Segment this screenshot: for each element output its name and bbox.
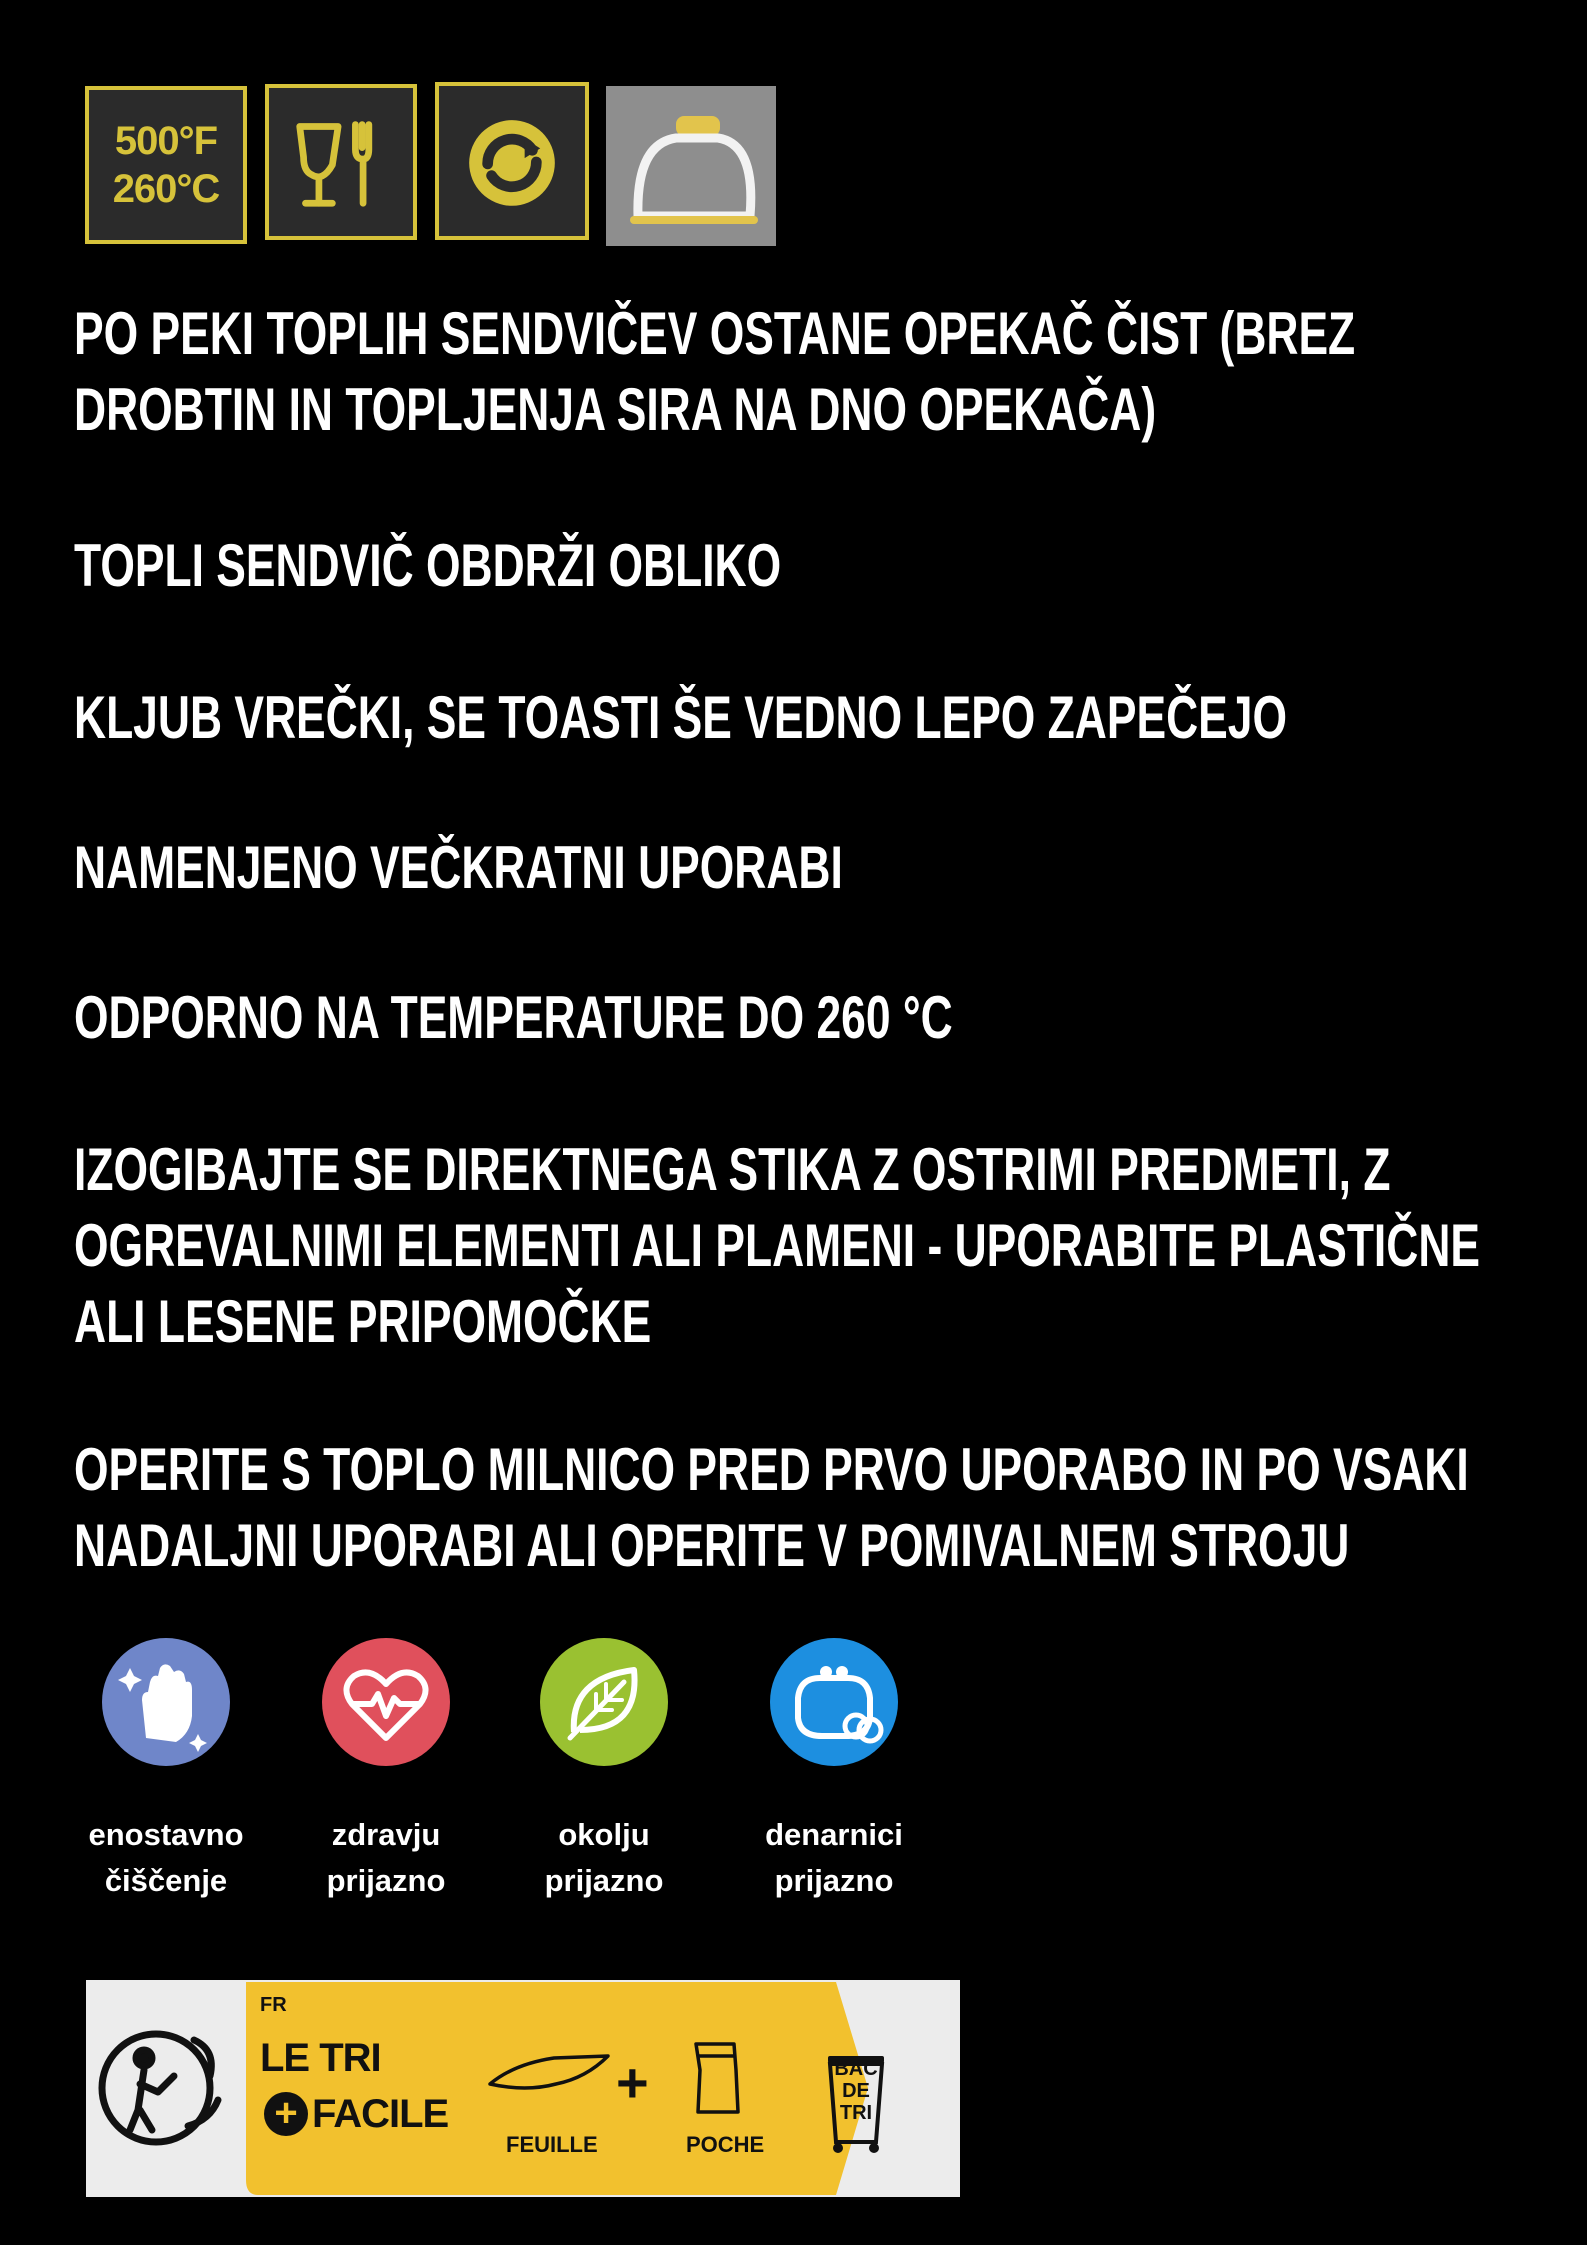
country-code: FR — [260, 1994, 287, 2016]
leaf-icon — [540, 1638, 668, 1766]
list-item: PO PEKI TOPLIH SENDVIČEV OSTANE OPEKAČ ČIST (BREZ DROBTIN IN TOPLJENJA SIRA NA DNO OPEKAČA) — [74, 300, 1356, 443]
list-item: NAMENJENO VEČKRATNI UPORABI — [74, 834, 843, 901]
wallet-icon — [770, 1638, 898, 1766]
temp-fahrenheit: 500°F — [114, 119, 218, 163]
item-feuille-label: FEUILLE — [506, 2132, 598, 2157]
temperature-badge — [85, 86, 247, 244]
recycling-banner — [86, 1980, 960, 2197]
items-plus: + — [616, 2051, 649, 2114]
feature-wallet-friendly — [714, 1638, 954, 1918]
feature-health-friendly — [266, 1638, 506, 1918]
clean-hand-icon — [102, 1638, 230, 1766]
list-item: OPERITE S TOPLO MILNICO PRED PRVO UPORABO IN PO VSAKI NADALJNI UPORABI ALI OPERITE V POMIVALNEM STROJU — [74, 1436, 1469, 1579]
bin-line1: BAC — [834, 2058, 878, 2080]
feature-label-line2: prijazno — [544, 1863, 664, 1898]
heart-icon — [322, 1638, 450, 1766]
triman-line2: FACILE — [312, 2092, 449, 2136]
list-item: ODPORNO NA TEMPERATURE DO 260 °C — [74, 984, 953, 1051]
feature-label-line1: enostavno — [88, 1817, 244, 1852]
temp-celsius: 260°C — [112, 167, 220, 211]
recycle-bin-label — [828, 2058, 884, 2124]
feature-label-line2: prijazno — [326, 1863, 446, 1898]
bin-line2: DE — [842, 2080, 870, 2102]
item-poche-label: POCHE — [686, 2132, 765, 2157]
bin-line3: TRI — [839, 2102, 873, 2124]
feature-eco-friendly — [484, 1638, 724, 1918]
feature-easy-cleaning — [46, 1638, 286, 1918]
symbol-badges — [85, 78, 785, 248]
feature-label-line1: zdravju — [331, 1817, 441, 1852]
list-item: IZOGIBAJTE SE DIREKTNEGA STIKA Z OSTRIMI PREDMETI, Z OGREVALNIMI ELEMENTI ALI PLAMENI - UPORABITE PLASTIČNE ALI LESENE PRIPOMOČKE — [74, 1136, 1481, 1355]
feature-label-line2: čiščenje — [104, 1863, 228, 1898]
triman-line1: LE TRI — [260, 2036, 381, 2080]
triman-plus: + — [264, 2092, 308, 2136]
list-item: TOPLI SENDVIČ OBDRŽI OBLIKO — [74, 532, 782, 599]
feature-label-line1: okolju — [558, 1817, 650, 1852]
green-dot-icon — [435, 82, 589, 240]
food-safe-icon — [265, 84, 417, 240]
feature-label-line2: prijazno — [774, 1863, 894, 1898]
feature-label-line1: denarnici — [765, 1817, 903, 1852]
toaster-icon — [606, 86, 776, 246]
list-item: KLJUB VREČKI, SE TOASTI ŠE VEDNO LEPO ZAPEČEJO — [74, 684, 1288, 751]
